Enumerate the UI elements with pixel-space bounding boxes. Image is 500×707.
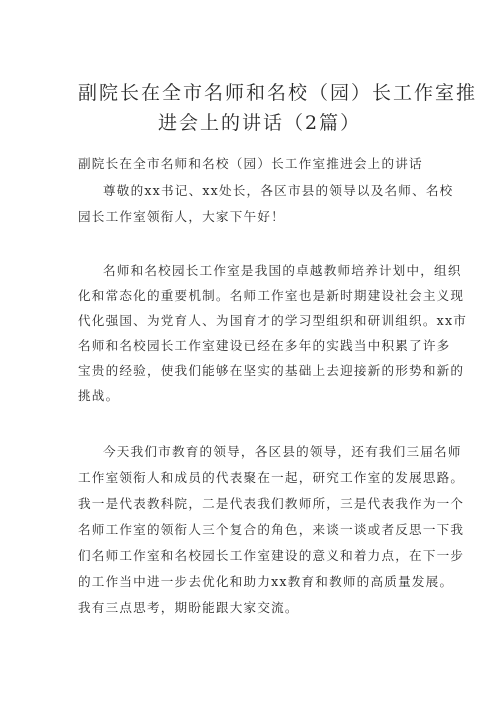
paragraph2-line: 今天我们市教育的领导，各区县的领导，还有我们三届名师	[103, 444, 462, 459]
document-subtitle: 副院长在全市名师和名校（园）长工作室推进会上的讲话	[78, 156, 423, 171]
paragraph2-line: 的工作当中进一步去优化和助力xx教育和教师的高质量发展。	[78, 574, 454, 589]
greeting-line-1: 尊敬的xx书记、xx处长，各区市县的领导以及名师、名校	[103, 183, 454, 198]
paragraph1-line: 名师和名校园长工作室是我国的卓越教师培养计划中，组织	[103, 263, 462, 278]
paragraph1-line: 代化强国、为党育人、为国育才的学习型组织和研训组织。xx市	[78, 313, 468, 328]
paragraph1-line: 挑战。	[78, 388, 120, 403]
paragraph1-line: 化和常态化的重要机制。名师工作室也是新时期建设社会主义现	[78, 288, 465, 303]
paragraph2-line: 工作室领衔人和成员的代表聚在一起，研究工作室的发展思路。	[78, 470, 465, 485]
paragraph2-line: 名师工作室的领衔人三个复合的角色，来谈一谈或者反思一下我	[78, 522, 465, 537]
document-title-line-2: 进会上的讲话（2篇）	[158, 112, 362, 134]
document-title-line-1: 副院长在全市名师和名校（园）长工作室推	[78, 82, 478, 104]
paragraph1-line: 名师和名校园长工作室建设已经在多年的实践当中积累了许多	[78, 338, 451, 353]
paragraph2-line: 我一是代表教科院，二是代表我们教师所，三是代表我作为一个	[78, 496, 465, 511]
paragraph2-line: 我有三点思考，期盼能跟大家交流。	[78, 600, 299, 615]
paragraph2-line: 们名师工作室和名校园长工作室建设的意义和着力点，在下一步	[78, 548, 465, 563]
greeting-line-2: 园长工作室领衔人，大家下午好！	[78, 209, 285, 224]
paragraph1-line: 宝贵的经验，使我们能够在坚实的基础上去迎接新的形势和新的	[78, 363, 465, 378]
